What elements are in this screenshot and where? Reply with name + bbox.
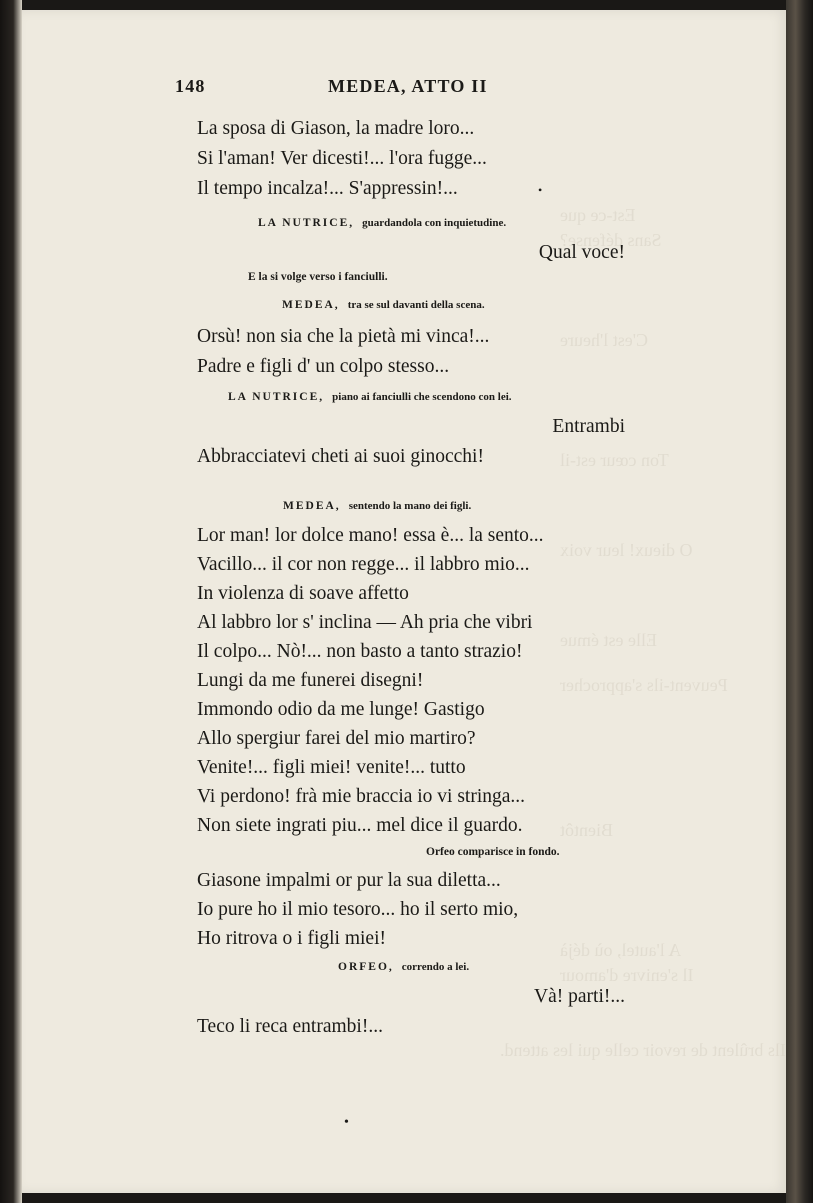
running-title: MEDEA, ATTO II [328, 76, 488, 96]
verse-line: Il colpo... Nò!... non basto a tanto strazio! [197, 641, 523, 662]
direction-text: guardandola con inquietudine. [362, 217, 507, 229]
stage-direction [338, 961, 469, 973]
verse-line: Vacillo... il cor non regge... il labbro mio... [197, 554, 530, 575]
show-through-text: Bientôt [560, 820, 613, 840]
verse-line: Vi perdono! frà mie braccia io vi stringa... [197, 786, 526, 807]
character-name: MEDEA, [282, 299, 340, 311]
stage-direction [282, 299, 485, 311]
stage-direction [283, 500, 471, 512]
show-through-text: Sans défense? [560, 230, 662, 250]
verse-line: Giasone impalmi or pur la sua diletta... [197, 870, 501, 891]
show-through-text: A l'autel, où déjà [560, 940, 682, 960]
show-through-text: Elle est émue [560, 630, 657, 650]
character-name: ORFEO, [338, 961, 394, 973]
page-number: 148 [175, 76, 206, 96]
verse-line: Và! parti!... [534, 986, 625, 1007]
stage-direction [228, 391, 512, 403]
stage-direction: Orfeo comparisce in fondo. [426, 846, 560, 858]
show-through-text: Ton cœur est-il [560, 450, 669, 470]
character-name: MEDEA, [283, 500, 341, 512]
book-spine [786, 0, 813, 1203]
show-through-text: Peuvent-ils s'approcher [560, 675, 728, 695]
stage-direction [258, 217, 506, 229]
verse-line: Al labbro lor s' inclina — Ah pria che vibri [197, 612, 533, 633]
show-through-text: Ils brûlent de revoir celle qui les attend. [500, 1040, 786, 1060]
book-edge [0, 0, 22, 1203]
verse-line: Immondo odio da me lunge! Gastigo [197, 699, 485, 720]
verse-line: Non siete ingrati piu... mel dice il guardo. [197, 815, 523, 836]
show-through-text: Est-ce que [560, 205, 636, 225]
verse-line: Entrambi [552, 416, 625, 437]
verse-line: Lor man! lor dolce mano! essa è... la sento... [197, 525, 544, 546]
verse-line: Orsù! non sia che la pietà mi vinca!... [197, 326, 490, 347]
verse-line: Si l'aman! Ver dicesti!... l'ora fugge... [197, 148, 487, 169]
verse-line: Lungi da me funerei disegni! [197, 670, 424, 691]
verse-line: Abbracciatevi cheti ai suoi ginocchi! [197, 446, 484, 467]
direction-text: sentendo la mano dei figli. [348, 500, 472, 512]
show-through-text: O dieux! leur voix [560, 540, 693, 560]
verse-line: Venite!... figli miei! venite!... tutto [197, 757, 466, 778]
direction-text: tra se sul davanti della scena. [347, 299, 485, 311]
character-name: LA NUTRICE, [228, 391, 325, 403]
verse-line: Allo spergiur farei del mio martiro? [197, 728, 476, 749]
show-through-text: C'est l'heure [560, 330, 648, 350]
verse-line: In violenza di soave affetto [197, 583, 409, 604]
ink-speck: • [344, 1115, 349, 1130]
verse-line: Teco li reca entrambi!... [197, 1016, 383, 1037]
direction-text: correndo a lei. [401, 961, 470, 973]
show-through-text: Il s'enivre d'amour [560, 965, 694, 985]
direction-text: piano ai fanciulli che scendono con lei. [332, 391, 512, 403]
verse-line: Il tempo incalza!... S'appressin!... [197, 178, 458, 199]
verse-line: Io pure ho il mio tesoro... ho il serto mio, [197, 899, 519, 920]
verse-line: La sposa di Giason, la madre loro... [197, 118, 475, 139]
verse-line: Ho ritrova o i figli miei! [197, 928, 387, 949]
stage-direction: E la si volge verso i fanciulli. [248, 271, 388, 283]
ink-speck: • [538, 183, 543, 197]
character-name: LA NUTRICE, [258, 217, 355, 229]
verse-line: Qual voce! [538, 242, 625, 263]
verse-line: Padre e figli d' un colpo stesso... [197, 356, 450, 377]
